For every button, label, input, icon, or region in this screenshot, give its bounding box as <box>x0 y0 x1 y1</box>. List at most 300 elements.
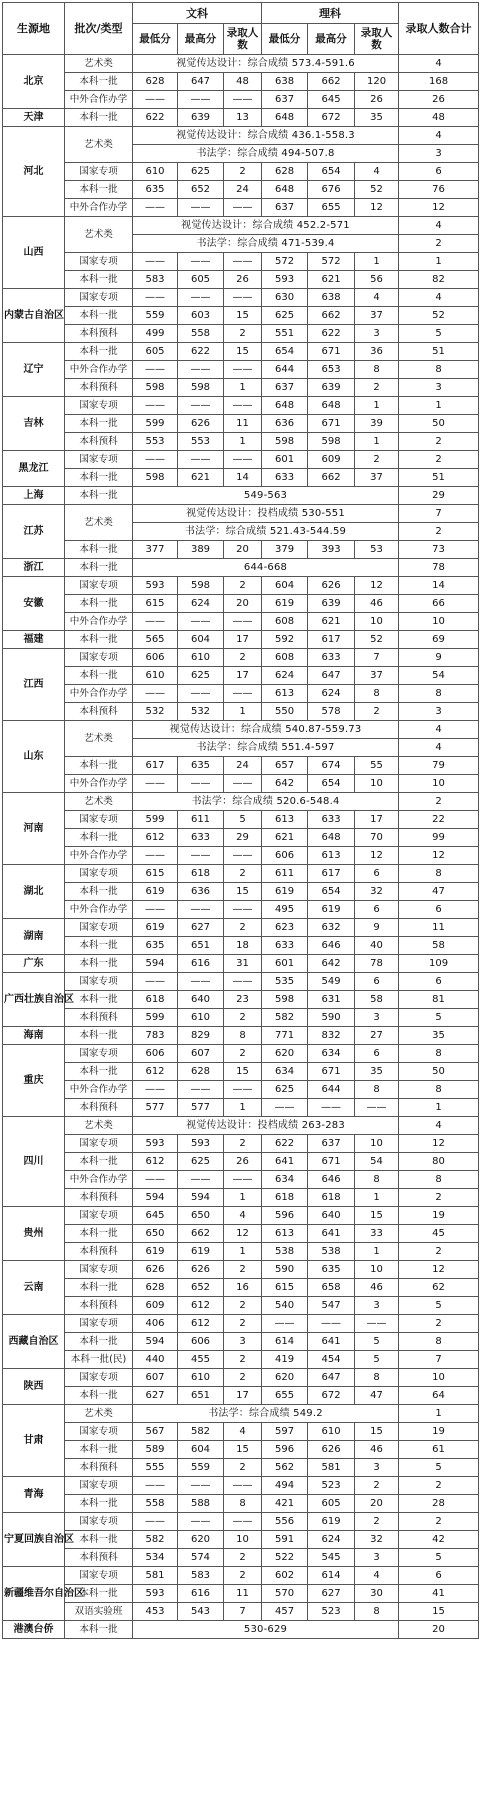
wn-cell: 2 <box>224 649 262 667</box>
wmax-cell: 662 <box>178 1225 224 1243</box>
lmin-cell: 623 <box>262 919 308 937</box>
ln-cell: 2 <box>355 451 399 469</box>
wmin-cell: —— <box>133 289 178 307</box>
ln-cell: 33 <box>355 1225 399 1243</box>
total-cell: 1 <box>399 1099 479 1117</box>
wmin-cell: —— <box>133 199 178 217</box>
lmin-cell: —— <box>262 1099 308 1117</box>
lmax-cell: 658 <box>308 1279 355 1297</box>
arts-header: 文科 <box>133 3 262 24</box>
table-row <box>3 1441 479 1459</box>
wn-cell: 11 <box>224 415 262 433</box>
wmin-cell: —— <box>133 397 178 415</box>
batch-type-cell: 本科一批 <box>65 109 133 127</box>
wn-cell: 15 <box>224 1441 262 1459</box>
batch-type-cell: 本科一批 <box>65 271 133 289</box>
ln-cell: 2 <box>355 1477 399 1495</box>
ln-cell: 70 <box>355 829 399 847</box>
wmin-cell: 615 <box>133 865 178 883</box>
science-count-header: 录取人数 <box>355 24 399 55</box>
province-cell: 湖北 <box>3 865 65 919</box>
total-cell: 4 <box>399 1117 479 1135</box>
ln-cell: 37 <box>355 469 399 487</box>
table-row <box>3 1045 479 1063</box>
total-cell: 2 <box>399 433 479 451</box>
ln-cell: 8 <box>355 1603 399 1621</box>
ln-cell: 12 <box>355 577 399 595</box>
wmax-cell: 651 <box>178 1387 224 1405</box>
wmin-cell: 599 <box>133 415 178 433</box>
lmin-cell: 562 <box>262 1459 308 1477</box>
batch-type-cell: 国家专项 <box>65 253 133 271</box>
lmax-cell: 642 <box>308 955 355 973</box>
lmax-cell: 654 <box>308 775 355 793</box>
wmin-cell: 619 <box>133 883 178 901</box>
wmax-cell: 532 <box>178 703 224 721</box>
ln-cell: 7 <box>355 649 399 667</box>
wmax-cell: —— <box>178 199 224 217</box>
wmax-cell: 604 <box>178 1441 224 1459</box>
total-cell: 8 <box>399 1045 479 1063</box>
wmax-cell: 588 <box>178 1495 224 1513</box>
province-cell: 山东 <box>3 721 65 793</box>
wmin-cell: —— <box>133 613 178 631</box>
lmin-cell: 633 <box>262 937 308 955</box>
table-row <box>3 505 479 523</box>
total-cell: 5 <box>399 1297 479 1315</box>
wmax-cell: 389 <box>178 541 224 559</box>
table-row <box>3 361 479 379</box>
score-note-cell: 视觉传达设计：综合成绩 540.87-559.73 <box>133 721 399 739</box>
table-row <box>3 163 479 181</box>
wmax-cell: 612 <box>178 1297 224 1315</box>
lmin-cell: 572 <box>262 253 308 271</box>
wn-cell: —— <box>224 199 262 217</box>
wmin-cell: 610 <box>133 163 178 181</box>
wmin-cell: 635 <box>133 937 178 955</box>
ln-cell: 17 <box>355 811 399 829</box>
score-note-cell: 视觉传达设计：投档成绩 263-283 <box>133 1117 399 1135</box>
wmax-cell: 627 <box>178 919 224 937</box>
total-cell: 47 <box>399 883 479 901</box>
ln-cell: 12 <box>355 847 399 865</box>
ln-cell: 6 <box>355 973 399 991</box>
wmin-cell: 599 <box>133 1009 178 1027</box>
wmax-cell: 612 <box>178 1315 224 1333</box>
batch-type-cell: 国家专项 <box>65 1207 133 1225</box>
wn-cell: 2 <box>224 1459 262 1477</box>
wn-cell: —— <box>224 1513 262 1531</box>
wn-cell: —— <box>224 775 262 793</box>
batch-type-cell: 国家专项 <box>65 1369 133 1387</box>
lmax-cell: 671 <box>308 415 355 433</box>
wn-cell: 20 <box>224 541 262 559</box>
ln-cell: 15 <box>355 1423 399 1441</box>
table-row <box>3 577 479 595</box>
total-cell: 69 <box>399 631 479 649</box>
table-row <box>3 253 479 271</box>
total-cell: 6 <box>399 163 479 181</box>
wmin-cell: 606 <box>133 1045 178 1063</box>
total-cell: 5 <box>399 325 479 343</box>
wmin-cell: 599 <box>133 811 178 829</box>
province-cell: 新疆维吾尔自治区 <box>3 1567 65 1621</box>
total-cell: 168 <box>399 73 479 91</box>
batch-type-cell: 艺术类 <box>65 1117 133 1135</box>
total-cell: 12 <box>399 847 479 865</box>
total-cell: 10 <box>399 1369 479 1387</box>
lmax-cell: 590 <box>308 1009 355 1027</box>
total-cell: 48 <box>399 109 479 127</box>
province-cell: 云南 <box>3 1261 65 1315</box>
total-cell: 4 <box>399 127 479 145</box>
wmax-cell: 607 <box>178 1045 224 1063</box>
batch-type-cell: 本科预科 <box>65 1189 133 1207</box>
province-cell: 福建 <box>3 631 65 649</box>
wmax-cell: —— <box>178 685 224 703</box>
total-cell: 4 <box>399 289 479 307</box>
ln-cell: 2 <box>355 379 399 397</box>
wmax-cell: 624 <box>178 595 224 613</box>
lmax-cell: 637 <box>308 1135 355 1153</box>
lmin-cell: 613 <box>262 811 308 829</box>
lmax-cell: 626 <box>308 1441 355 1459</box>
batch-type-cell: 本科预科 <box>65 703 133 721</box>
lmax-cell: 639 <box>308 379 355 397</box>
total-cell: 10 <box>399 775 479 793</box>
wn-cell: —— <box>224 91 262 109</box>
table-row <box>3 1063 479 1081</box>
province-cell: 海南 <box>3 1027 65 1045</box>
wn-cell: 2 <box>224 1297 262 1315</box>
lmin-cell: 556 <box>262 1513 308 1531</box>
wmin-cell: —— <box>133 847 178 865</box>
lmax-cell: 627 <box>308 1585 355 1603</box>
wn-cell: 48 <box>224 73 262 91</box>
wn-cell: 15 <box>224 883 262 901</box>
wmax-cell: 619 <box>178 1243 224 1261</box>
lmax-cell: 547 <box>308 1297 355 1315</box>
wmin-cell: —— <box>133 685 178 703</box>
wn-cell: 2 <box>224 1261 262 1279</box>
batch-type-cell: 国家专项 <box>65 1513 133 1531</box>
lmax-cell: 619 <box>308 901 355 919</box>
wmin-cell: 606 <box>133 649 178 667</box>
batch-type-cell: 本科预科 <box>65 1297 133 1315</box>
wn-cell: 12 <box>224 1225 262 1243</box>
table-row <box>3 955 479 973</box>
total-cell: 2 <box>399 1315 479 1333</box>
lmin-cell: 655 <box>262 1387 308 1405</box>
table-row <box>3 667 479 685</box>
lmax-cell: 632 <box>308 919 355 937</box>
lmin-cell: 602 <box>262 1567 308 1585</box>
ln-cell: 6 <box>355 901 399 919</box>
lmin-cell: 540 <box>262 1297 308 1315</box>
table-row <box>3 1459 479 1477</box>
batch-type-cell: 国家专项 <box>65 289 133 307</box>
wmin-cell: —— <box>133 361 178 379</box>
wmin-cell: 619 <box>133 1243 178 1261</box>
ln-cell: 1 <box>355 1189 399 1207</box>
total-cell: 9 <box>399 649 479 667</box>
lmax-cell: 598 <box>308 433 355 451</box>
ln-cell: 1 <box>355 397 399 415</box>
total-cell: 2 <box>399 793 479 811</box>
table-row <box>3 613 479 631</box>
lmax-cell: 662 <box>308 469 355 487</box>
province-cell: 甘肃 <box>3 1405 65 1477</box>
ln-cell: 1 <box>355 253 399 271</box>
lmin-cell: 596 <box>262 1441 308 1459</box>
batch-type-cell: 本科预科 <box>65 1243 133 1261</box>
table-row <box>3 775 479 793</box>
wmin-cell: 558 <box>133 1495 178 1513</box>
ln-cell: 32 <box>355 1531 399 1549</box>
lmin-cell: 654 <box>262 343 308 361</box>
wn-cell: 1 <box>224 433 262 451</box>
wmin-cell: 555 <box>133 1459 178 1477</box>
ln-cell: 120 <box>355 73 399 91</box>
ln-cell: 3 <box>355 1549 399 1567</box>
wn-cell: 24 <box>224 181 262 199</box>
table-row <box>3 307 479 325</box>
table-row <box>3 1009 479 1027</box>
ln-cell: 27 <box>355 1027 399 1045</box>
batch-type-cell: 本科一批 <box>65 307 133 325</box>
lmin-cell: 522 <box>262 1549 308 1567</box>
wn-cell: 2 <box>224 577 262 595</box>
wmax-cell: 594 <box>178 1189 224 1207</box>
lmin-cell: 771 <box>262 1027 308 1045</box>
ln-cell: 46 <box>355 595 399 613</box>
total-cell: 4 <box>399 739 479 757</box>
wmin-cell: 594 <box>133 1189 178 1207</box>
wmin-cell: 559 <box>133 307 178 325</box>
batch-type-cell: 本科一批 <box>65 1279 133 1297</box>
wn-cell: —— <box>224 1081 262 1099</box>
table-row <box>3 595 479 613</box>
batch-type-cell: 本科预科 <box>65 433 133 451</box>
lmax-cell: 645 <box>308 91 355 109</box>
total-cell: 78 <box>399 559 479 577</box>
lmin-cell: 613 <box>262 685 308 703</box>
wmax-cell: —— <box>178 361 224 379</box>
lmin-cell: 535 <box>262 973 308 991</box>
ln-cell: 10 <box>355 613 399 631</box>
ln-cell: 4 <box>355 289 399 307</box>
lmin-cell: 608 <box>262 649 308 667</box>
lmin-cell: 633 <box>262 469 308 487</box>
ln-cell: 12 <box>355 199 399 217</box>
lmin-cell: 625 <box>262 1081 308 1099</box>
province-cell: 湖南 <box>3 919 65 955</box>
wmax-cell: —— <box>178 847 224 865</box>
lmax-cell: 646 <box>308 937 355 955</box>
table-row <box>3 271 479 289</box>
lmax-cell: 671 <box>308 1063 355 1081</box>
lmin-cell: 495 <box>262 901 308 919</box>
lmax-cell: 619 <box>308 1513 355 1531</box>
wmin-cell: —— <box>133 451 178 469</box>
wn-cell: —— <box>224 397 262 415</box>
province-cell: 浙江 <box>3 559 65 577</box>
batch-type-cell: 本科一批 <box>65 181 133 199</box>
wn-cell: —— <box>224 451 262 469</box>
lmin-cell: 379 <box>262 541 308 559</box>
lmin-cell: 596 <box>262 1207 308 1225</box>
wmax-cell: 652 <box>178 181 224 199</box>
batch-type-cell: 艺术类 <box>65 505 133 541</box>
lmax-cell: 672 <box>308 1387 355 1405</box>
table-row <box>3 703 479 721</box>
batch-type-cell: 本科预科 <box>65 379 133 397</box>
total-cell: 35 <box>399 1027 479 1045</box>
wn-cell: 2 <box>224 919 262 937</box>
batch-type-cell: 本科一批 <box>65 1225 133 1243</box>
lmax-cell: 621 <box>308 613 355 631</box>
total-cell: 64 <box>399 1387 479 1405</box>
batch-type-cell: 国家专项 <box>65 1135 133 1153</box>
total-cell: 28 <box>399 1495 479 1513</box>
table-row <box>3 1549 479 1567</box>
lmax-cell: 617 <box>308 865 355 883</box>
lmin-cell: 606 <box>262 847 308 865</box>
wmax-cell: 616 <box>178 1585 224 1603</box>
table-header <box>3 3 479 55</box>
wn-cell: 1 <box>224 379 262 397</box>
ln-cell: 36 <box>355 343 399 361</box>
science-min-header: 最低分 <box>262 24 308 55</box>
total-cell: 14 <box>399 577 479 595</box>
total-cell: 19 <box>399 1423 479 1441</box>
wmin-cell: 605 <box>133 343 178 361</box>
wmax-cell: —— <box>178 1477 224 1495</box>
total-cell: 19 <box>399 1207 479 1225</box>
ln-cell: 47 <box>355 1387 399 1405</box>
lmax-cell: 654 <box>308 163 355 181</box>
province-cell: 江苏 <box>3 505 65 559</box>
batch-type-cell: 本科预科 <box>65 1549 133 1567</box>
lmax-cell: 618 <box>308 1189 355 1207</box>
wmin-cell: 645 <box>133 1207 178 1225</box>
table-body <box>3 55 479 1639</box>
ln-cell: 56 <box>355 271 399 289</box>
total-cell: 12 <box>399 1261 479 1279</box>
score-note-cell: 书法学：综合成绩 520.6-548.4 <box>133 793 399 811</box>
table-row <box>3 937 479 955</box>
table-row <box>3 901 479 919</box>
table-row <box>3 1117 479 1135</box>
batch-type-cell: 艺术类 <box>65 127 133 163</box>
lmin-cell: 538 <box>262 1243 308 1261</box>
lmax-cell: 635 <box>308 1261 355 1279</box>
table-row <box>3 793 479 811</box>
table-row <box>3 325 479 343</box>
lmin-cell: —— <box>262 1315 308 1333</box>
total-cell: 2 <box>399 1477 479 1495</box>
wmax-cell: 620 <box>178 1531 224 1549</box>
lmin-cell: 615 <box>262 1279 308 1297</box>
batch-type-cell: 本科一批 <box>65 1621 133 1639</box>
lmax-cell: 676 <box>308 181 355 199</box>
wn-cell: 23 <box>224 991 262 1009</box>
wmax-cell: 639 <box>178 109 224 127</box>
table-row <box>3 1261 479 1279</box>
table-row <box>3 181 479 199</box>
ln-cell: 1 <box>355 433 399 451</box>
lmax-cell: 640 <box>308 1207 355 1225</box>
total-cell: 5 <box>399 1009 479 1027</box>
province-cell: 河北 <box>3 127 65 217</box>
total-cell: 52 <box>399 307 479 325</box>
lmax-cell: 653 <box>308 361 355 379</box>
lmax-cell: 671 <box>308 343 355 361</box>
wn-cell: 2 <box>224 1135 262 1153</box>
lmin-cell: 637 <box>262 379 308 397</box>
wmin-cell: —— <box>133 1171 178 1189</box>
wmin-cell: 612 <box>133 1063 178 1081</box>
wmin-cell: 583 <box>133 271 178 289</box>
lmin-cell: 608 <box>262 613 308 631</box>
science-max-header: 最高分 <box>308 24 355 55</box>
lmin-cell: 618 <box>262 1189 308 1207</box>
lmin-cell: 648 <box>262 109 308 127</box>
wn-cell: 17 <box>224 1387 262 1405</box>
wmin-cell: 627 <box>133 1387 178 1405</box>
total-cell: 82 <box>399 271 479 289</box>
total-cell: 8 <box>399 685 479 703</box>
batch-type-cell: 本科一批 <box>65 757 133 775</box>
province-cell: 港澳台侨 <box>3 1621 65 1639</box>
arts-count-header: 录取人数 <box>224 24 262 55</box>
table-row <box>3 541 479 559</box>
ln-cell: 8 <box>355 1081 399 1099</box>
score-note-cell: 视觉传达设计：综合成绩 436.1-558.3 <box>133 127 399 145</box>
wmin-cell: 618 <box>133 991 178 1009</box>
wn-cell: 2 <box>224 1567 262 1585</box>
total-cell: 12 <box>399 1135 479 1153</box>
total-cell: 3 <box>399 379 479 397</box>
province-cell: 重庆 <box>3 1045 65 1117</box>
batch-type-cell: 国家专项 <box>65 1261 133 1279</box>
lmin-cell: 419 <box>262 1351 308 1369</box>
batch-type-cell: 本科一批 <box>65 415 133 433</box>
wmax-cell: 636 <box>178 883 224 901</box>
ln-cell: 8 <box>355 361 399 379</box>
score-note-cell: 644-668 <box>133 559 399 577</box>
lmax-cell: 662 <box>308 73 355 91</box>
table-row <box>3 1279 479 1297</box>
province-cell: 黑龙江 <box>3 451 65 487</box>
science-header: 理科 <box>262 3 399 24</box>
wmin-cell: 534 <box>133 1549 178 1567</box>
batch-type-cell: 国家专项 <box>65 865 133 883</box>
table-row <box>3 1387 479 1405</box>
lmin-cell: 620 <box>262 1045 308 1063</box>
table-row <box>3 811 479 829</box>
lmax-cell: 572 <box>308 253 355 271</box>
total-cell: 4 <box>399 217 479 235</box>
province-cell: 西藏自治区 <box>3 1315 65 1369</box>
wmin-cell: 565 <box>133 631 178 649</box>
wmax-cell: 625 <box>178 667 224 685</box>
lmax-cell: 523 <box>308 1477 355 1495</box>
lmin-cell: 601 <box>262 451 308 469</box>
batch-type-cell: 本科一批 <box>65 631 133 649</box>
batch-type-cell: 本科一批 <box>65 595 133 613</box>
ln-cell: 8 <box>355 1369 399 1387</box>
